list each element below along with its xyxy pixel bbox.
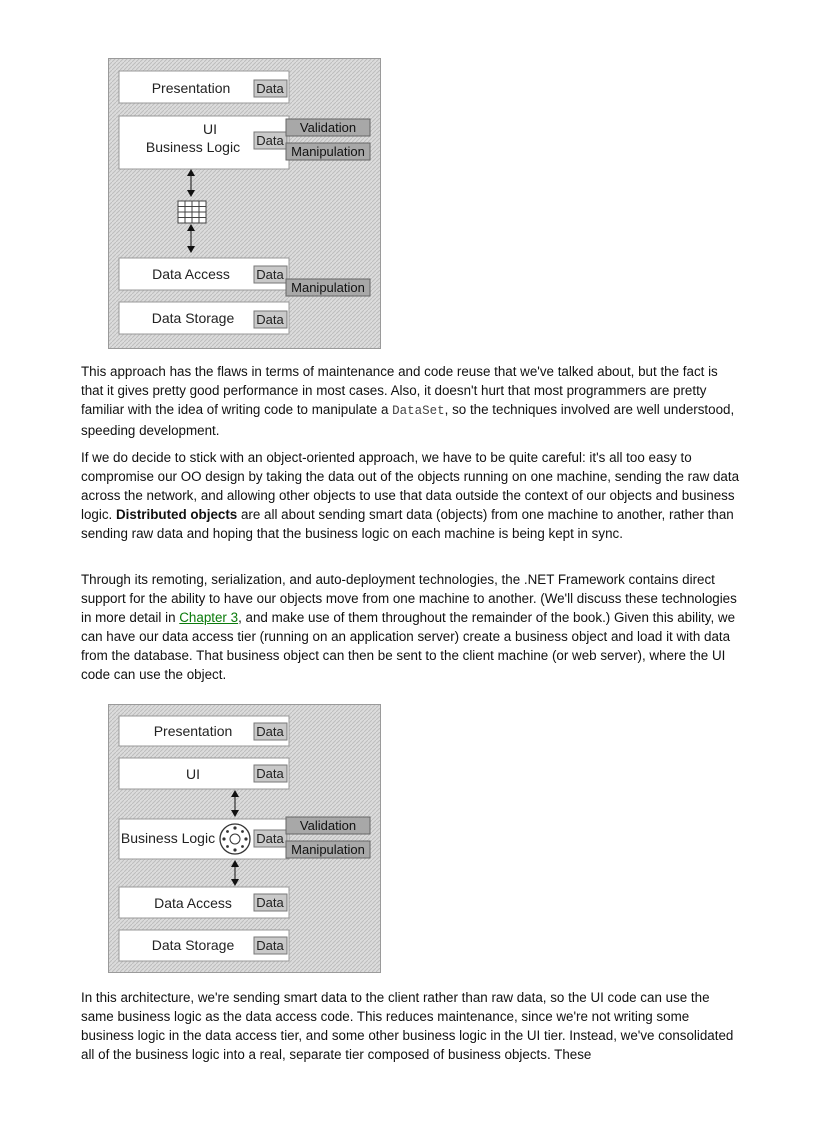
data-access-label: Data Access <box>152 266 230 282</box>
paragraph-3 <box>81 570 741 684</box>
manipulation-label: Manipulation <box>291 144 365 159</box>
paragraph-1 <box>81 362 741 440</box>
dataset-code: DataSet <box>392 404 445 418</box>
ui-data-label: Data <box>256 133 284 148</box>
paragraph-4: In this architecture, we're sending smart data to the client rather than raw data, so the UI code can use the same business logic as the data access code. This reduces maintenance, since we're not writing some business logic in the data access tier, and some other business logic in the UI tier. Instead, we've consolidated all of the business logic into a real, separate tier composed of business objects. These <box>81 990 734 1062</box>
paragraph-2 <box>81 448 741 543</box>
paragraph-1-text-b: , so the techniques involved are well understood, speeding development. <box>81 402 735 438</box>
paragraph-2-text-a: If we do decide to stick with an object-oriented approach, we have to be quite careful: it's all too easy to compromise our OO design by taking the data out of the objects running on one machine, sending the raw data across the network, and allowing other objects to use that data outside the context of our objects and business logic. <box>81 450 740 522</box>
chapter-3-link[interactable]: Chapter 3 <box>179 610 239 625</box>
diagram-1-svg <box>108 58 381 349</box>
data-storage-data-label: Data <box>256 312 284 327</box>
diagram-2-svg <box>108 704 381 973</box>
distributed-objects-term: Distributed objects <box>115 507 238 522</box>
manipulation-label: Manipulation <box>291 842 365 857</box>
data-access-data-label: Data <box>256 895 284 910</box>
business-object-icon <box>220 824 250 854</box>
presentation-label: Presentation <box>151 80 231 96</box>
dataset-grid-icon <box>178 201 206 223</box>
paragraph-2-text-b: are all about sending smart data (objects) from one machine to another, rather than sending raw data and hoping that the business logic on each machine is being kept in sync. <box>81 507 734 541</box>
paragraph-3-text-a: Through its remoting, serialization, and auto-deployment technologies, the .NET Framework contains direct support for the ability to have our objects move from one machine to another. (We'll discuss these technologies in more detail in <box>81 572 737 625</box>
validation-label: Validation <box>299 818 357 833</box>
presentation-label: Presentation <box>153 723 233 739</box>
ui-label: UI <box>186 766 200 782</box>
paragraph-3-text-b: , and make use of them throughout the remainder of the book.) Given this ability, we can have our data access tier (running on an application server) create a business object and load it with data from the database. That business object can then be sent to the client machine (or web server), where the UI code can use the object. <box>81 610 736 682</box>
data-access-label: Data Access <box>154 895 232 911</box>
data-storage-label: Data Storage <box>151 310 235 326</box>
data-access-data-label: Data <box>256 267 284 282</box>
data-access-manipulation-label: Manipulation <box>291 280 365 295</box>
business-logic-label: Business Logic <box>120 830 216 846</box>
architecture-diagram-2 <box>108 704 381 978</box>
paragraph-1-text-a: This approach has the flaws in terms of maintenance and code reuse that we've talked about, but the fact is that it gives pretty good performance in most cases. Also, it doesn't hurt that most programmers are pretty familiar with the idea of writing code to manipulate a <box>81 364 718 417</box>
presentation-data-label: Data <box>256 724 284 739</box>
business-logic-data-label: Data <box>256 831 284 846</box>
business-logic-label: Business Logic <box>145 139 241 155</box>
presentation-data-label: Data <box>256 81 284 96</box>
architecture-diagram-1 <box>108 58 381 354</box>
ui-label: UI <box>203 121 217 137</box>
data-storage-label: Data Storage <box>151 937 235 953</box>
data-storage-data-label: Data <box>256 938 284 953</box>
ui-data-label: Data <box>256 766 284 781</box>
validation-label: Validation <box>299 120 357 135</box>
